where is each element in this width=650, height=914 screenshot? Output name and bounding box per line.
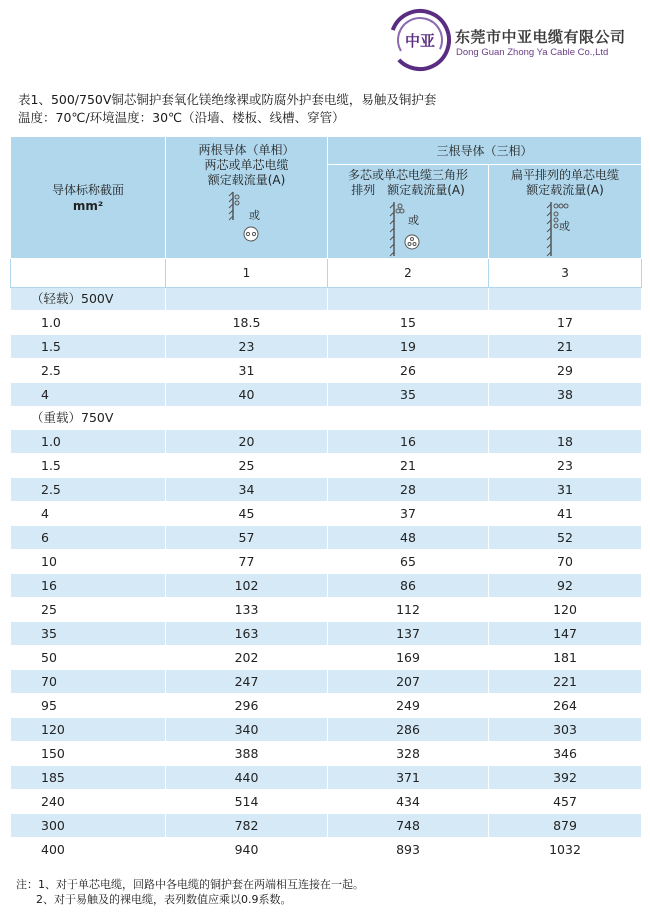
ampacity-cell-col2: 28 — [328, 478, 489, 502]
header-two-conductors-line3: 额定载流量(A) — [207, 173, 286, 187]
cross-section-cell: 400 — [11, 838, 166, 862]
cross-section-cell: 2.5 — [11, 478, 166, 502]
ampacity-cell-col1: 514 — [166, 790, 328, 814]
column-number-2: 2 — [328, 259, 489, 288]
ampacity-cell-col2: 169 — [328, 646, 489, 670]
ampacity-cell-col2: 16 — [328, 430, 489, 454]
ampacity-cell-col3: 221 — [489, 670, 642, 694]
table-row — [11, 335, 642, 359]
notes — [16, 877, 364, 907]
ampacity-cell-col3: 120 — [489, 598, 642, 622]
ampacity-cell-col2: 65 — [328, 550, 489, 574]
ampacity-table — [10, 136, 642, 862]
cross-section-cell: 185 — [11, 766, 166, 790]
header-trefoil-line1: 多芯或单芯电缆三角形 — [347, 168, 468, 182]
ampacity-cell-col3: 346 — [489, 742, 642, 766]
ampacity-cell-col3: 17 — [489, 311, 642, 335]
table-row — [11, 718, 642, 742]
or-label: 或 — [248, 209, 260, 222]
header-two-conductors-line1: 两根导体（单相） — [198, 143, 295, 157]
header-cross-section-unit: mm² — [72, 198, 104, 213]
logo-text: 中亚 — [404, 32, 436, 50]
ampacity-cell-col1: 34 — [166, 478, 328, 502]
ampacity-cell-col1: 23 — [166, 335, 328, 359]
ampacity-cell-col1: 25 — [166, 454, 328, 478]
header-cross-section-line1: 导体标称截面 — [51, 182, 124, 197]
ampacity-cell-col2: 48 — [328, 526, 489, 550]
table-subtitle: 温度：70℃/环境温度：30℃（沿墙、楼板、线槽、穿管） — [18, 110, 345, 125]
header-flat-line1: 扁平排列的单芯电缆 — [511, 168, 620, 182]
ampacity-cell-col2: 371 — [328, 766, 489, 790]
ampacity-cell-col1: 163 — [166, 622, 328, 646]
cross-section-cell: 120 — [11, 718, 166, 742]
flat-wall-illustration — [545, 200, 585, 258]
trefoil-wall-illustration — [388, 200, 428, 258]
section-empty-cell — [166, 407, 328, 430]
cross-section-cell: 95 — [11, 694, 166, 718]
ampacity-cell-col1: 18.5 — [166, 311, 328, 335]
cross-section-cell: 1.5 — [11, 335, 166, 359]
cross-section-cell: 50 — [11, 646, 166, 670]
table-row — [11, 766, 642, 790]
section-empty-cell — [489, 407, 642, 430]
ampacity-cell-col3: 41 — [489, 502, 642, 526]
ampacity-cell-col1: 31 — [166, 359, 328, 383]
ampacity-cell-col3: 92 — [489, 574, 642, 598]
table-row — [11, 430, 642, 454]
cross-section-cell: 35 — [11, 622, 166, 646]
column-number-3: 3 — [489, 259, 642, 288]
cross-section-cell: 1.0 — [11, 311, 166, 335]
ampacity-cell-col1: 388 — [166, 742, 328, 766]
single-phase-wall-illustration — [227, 190, 267, 244]
ampacity-cell-col3: 29 — [489, 359, 642, 383]
section-light-duty-label: （轻载）500V — [11, 288, 166, 311]
ampacity-cell-col1: 45 — [166, 502, 328, 526]
header-two-conductors-line2: 两芯或单芯电缆 — [204, 158, 289, 172]
table-row — [11, 646, 642, 670]
table-row — [11, 622, 642, 646]
cross-section-cell: 70 — [11, 670, 166, 694]
section-heavy-duty — [11, 407, 642, 430]
ampacity-cell-col2: 893 — [328, 838, 489, 862]
ampacity-cell-col3: 23 — [489, 454, 642, 478]
ampacity-cell-col1: 340 — [166, 718, 328, 742]
ampacity-cell-col1: 440 — [166, 766, 328, 790]
section-light-duty — [11, 288, 642, 311]
ampacity-cell-col1: 782 — [166, 814, 328, 838]
ampacity-cell-col1: 202 — [166, 646, 328, 670]
cross-section-cell: 16 — [11, 574, 166, 598]
ampacity-cell-col2: 15 — [328, 311, 489, 335]
table-row — [11, 526, 642, 550]
ampacity-cell-col1: 57 — [166, 526, 328, 550]
table-row — [11, 454, 642, 478]
ampacity-cell-col3: 147 — [489, 622, 642, 646]
ampacity-cell-col3: 21 — [489, 335, 642, 359]
ampacity-cell-col2: 26 — [328, 359, 489, 383]
table-row — [11, 742, 642, 766]
company-name-en: Dong Guan Zhong Ya Cable Co.,Ltd — [456, 47, 609, 58]
header-flat-line2: 额定载流量(A) — [526, 183, 604, 197]
header-three-conductors: 三根导体（三相） — [328, 137, 642, 165]
note-1: 注：1、对于单芯电缆，回路中各电缆的铜护套在两端相互连接在一起。 — [16, 878, 364, 891]
cross-section-cell: 1.5 — [11, 454, 166, 478]
cross-section-cell: 300 — [11, 814, 166, 838]
ampacity-cell-col3: 457 — [489, 790, 642, 814]
table-row — [11, 478, 642, 502]
ampacity-cell-col2: 748 — [328, 814, 489, 838]
ampacity-cell-col2: 137 — [328, 622, 489, 646]
ampacity-cell-col2: 434 — [328, 790, 489, 814]
cross-section-cell: 150 — [11, 742, 166, 766]
ampacity-cell-col1: 296 — [166, 694, 328, 718]
ampacity-cell-col1: 102 — [166, 574, 328, 598]
ampacity-cell-col1: 40 — [166, 383, 328, 407]
page-header — [0, 0, 650, 82]
ampacity-cell-col3: 1032 — [489, 838, 642, 862]
ampacity-cell-col3: 31 — [489, 478, 642, 502]
column-number-1: 1 — [166, 259, 328, 288]
header-trefoil-line2: 排列 额定载流量(A) — [351, 183, 465, 197]
ampacity-cell-col1: 133 — [166, 598, 328, 622]
ampacity-cell-col2: 35 — [328, 383, 489, 407]
table-row — [11, 814, 642, 838]
column-number-blank — [11, 259, 166, 288]
table-row — [11, 359, 642, 383]
cross-section-cell: 10 — [11, 550, 166, 574]
cross-section-cell: 240 — [11, 790, 166, 814]
or-label: 或 — [559, 220, 570, 233]
cross-section-cell: 6 — [11, 526, 166, 550]
ampacity-cell-col2: 86 — [328, 574, 489, 598]
ampacity-cell-col2: 21 — [328, 454, 489, 478]
company-logo — [388, 8, 452, 72]
ampacity-cell-col2: 19 — [328, 335, 489, 359]
section-empty-cell — [489, 288, 642, 311]
ampacity-cell-col1: 77 — [166, 550, 328, 574]
table-row — [11, 694, 642, 718]
table-row — [11, 550, 642, 574]
ampacity-cell-col3: 303 — [489, 718, 642, 742]
table-row — [11, 838, 642, 862]
header-trefoil — [328, 165, 489, 259]
table-row — [11, 574, 642, 598]
or-label: 或 — [408, 214, 419, 227]
ampacity-cell-col2: 286 — [328, 718, 489, 742]
section-heavy-duty-label: （重载）750V — [11, 407, 166, 430]
ampacity-cell-col3: 52 — [489, 526, 642, 550]
header-flat — [489, 165, 642, 259]
ampacity-cell-col2: 207 — [328, 670, 489, 694]
ampacity-cell-col2: 112 — [328, 598, 489, 622]
table-title: 表1、500/750V铜芯铜护套氧化镁绝缘裸或防腐外护套电缆，易触及铜护套 — [18, 92, 437, 107]
ampacity-cell-col1: 20 — [166, 430, 328, 454]
ampacity-cell-col3: 70 — [489, 550, 642, 574]
table-row — [11, 502, 642, 526]
cross-section-cell: 2.5 — [11, 359, 166, 383]
ampacity-cell-col3: 18 — [489, 430, 642, 454]
ampacity-cell-col3: 392 — [489, 766, 642, 790]
section-empty-cell — [328, 288, 489, 311]
table-row — [11, 311, 642, 335]
cross-section-cell: 4 — [11, 502, 166, 526]
section-empty-cell — [166, 288, 328, 311]
ampacity-cell-col1: 940 — [166, 838, 328, 862]
header-two-conductors — [166, 137, 328, 259]
ampacity-cell-col2: 328 — [328, 742, 489, 766]
table-row — [11, 383, 642, 407]
section-empty-cell — [328, 407, 489, 430]
ampacity-cell-col1: 247 — [166, 670, 328, 694]
table-row — [11, 790, 642, 814]
ampacity-cell-col3: 38 — [489, 383, 642, 407]
ampacity-cell-col3: 181 — [489, 646, 642, 670]
company-name-cn: 东莞市中亚电缆有限公司 — [455, 28, 626, 46]
ampacity-cell-col2: 249 — [328, 694, 489, 718]
table-body — [11, 259, 642, 862]
header-cross-section — [11, 137, 166, 259]
cross-section-cell: 4 — [11, 383, 166, 407]
cross-section-cell: 25 — [11, 598, 166, 622]
ampacity-cell-col3: 879 — [489, 814, 642, 838]
column-number-row — [11, 259, 642, 288]
note-2: 2、对于易触及的裸电缆，表列数值应乘以0.9系数。 — [36, 893, 292, 906]
cross-section-cell: 1.0 — [11, 430, 166, 454]
table-row — [11, 598, 642, 622]
table-row — [11, 670, 642, 694]
ampacity-cell-col2: 37 — [328, 502, 489, 526]
ampacity-cell-col3: 264 — [489, 694, 642, 718]
